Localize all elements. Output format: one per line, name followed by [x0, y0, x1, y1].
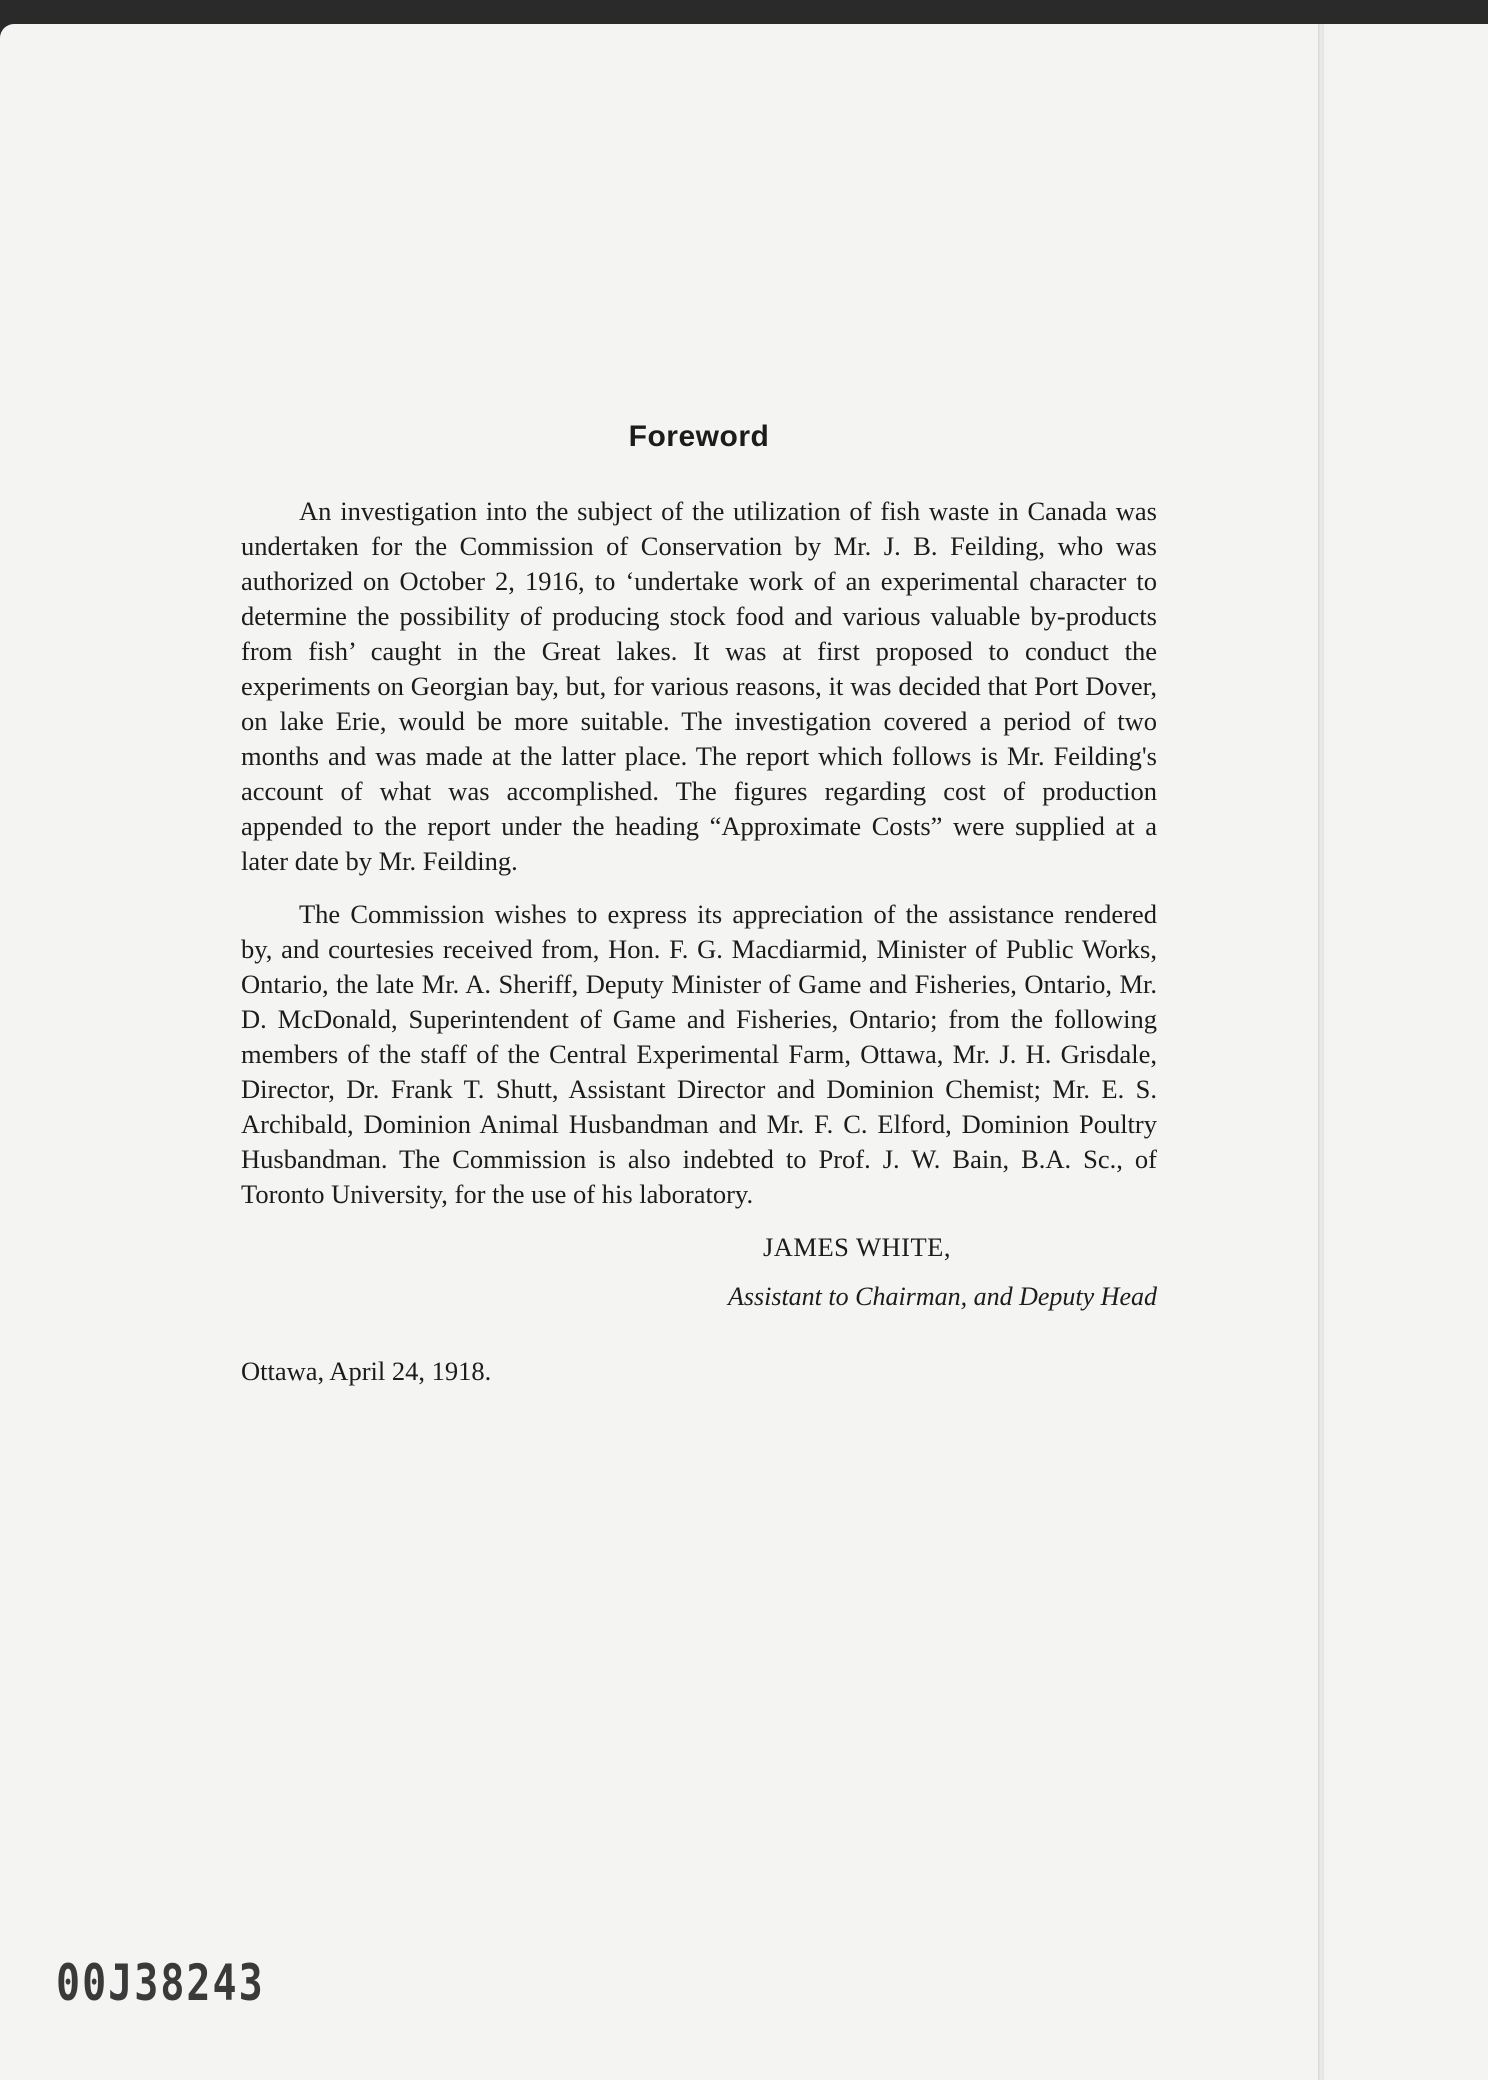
page-title: Foreword	[628, 420, 770, 453]
archive-stamp-number: 00J38243	[56, 1955, 265, 2013]
signatory-name: JAMES WHITE,	[762, 1232, 951, 1262]
signatory-title: Assistant to Chairman, and Deputy Head	[728, 1282, 1157, 1311]
foreword-content	[241, 420, 1157, 1389]
paragraph-investigation: An investigation into the subject of the utilization of fish waste in Canada was undertaken for the Commission of Conservation by Mr. J. B. Feilding, who was authorized on October 2, 1916, to ‘undertake work of an experimental character to determine the possibility of producing stock food and various valuable by-products from fish’ caught in the Great lakes. It was at first proposed to conduct the experiments on Georgian bay, but, for various reasons, it was decided that Port Dover, on lake Erie, would be more suitable. The investigation covered a period of two months and was made at the latter place. The report which follows is Mr. Feilding's account of what was accomplished. The figures regarding cost of production appended to the report under the heading “Approximate Costs” were supplied at a later date by Mr. Feilding.	[241, 496, 1157, 876]
date-line: Ottawa, April 24, 1918.	[241, 1356, 492, 1386]
signature-block	[241, 1230, 1157, 1314]
paragraph-acknowledgements: The Commission wishes to express its appreciation of the assistance rendered by, and courtesies received from, Hon. F. G. Macdiarmid, Minister of Public Works, Ontario, the late Mr. A. Sheriff, Deputy Minister of Game and Fisheries, Ontario, Mr. D. McDonald, Superintendent of Game and Fisheries, Ontario; from the following members of the staff of the Central Experimental Farm, Ottawa, Mr. J. H. Grisdale, Director, Dr. Frank T. Shutt, Assistant Director and Dominion Chemist; Mr. E. S. Archibald, Dominion Animal Husbandman and Mr. F. C. Elford, Dominion Poultry Husbandman. The Commission is also indebted to Prof. J. W. Bain, B.A. Sc., of Toronto University, for the use of his laboratory.	[241, 899, 1157, 1209]
page-fold-edge	[1318, 24, 1324, 2080]
